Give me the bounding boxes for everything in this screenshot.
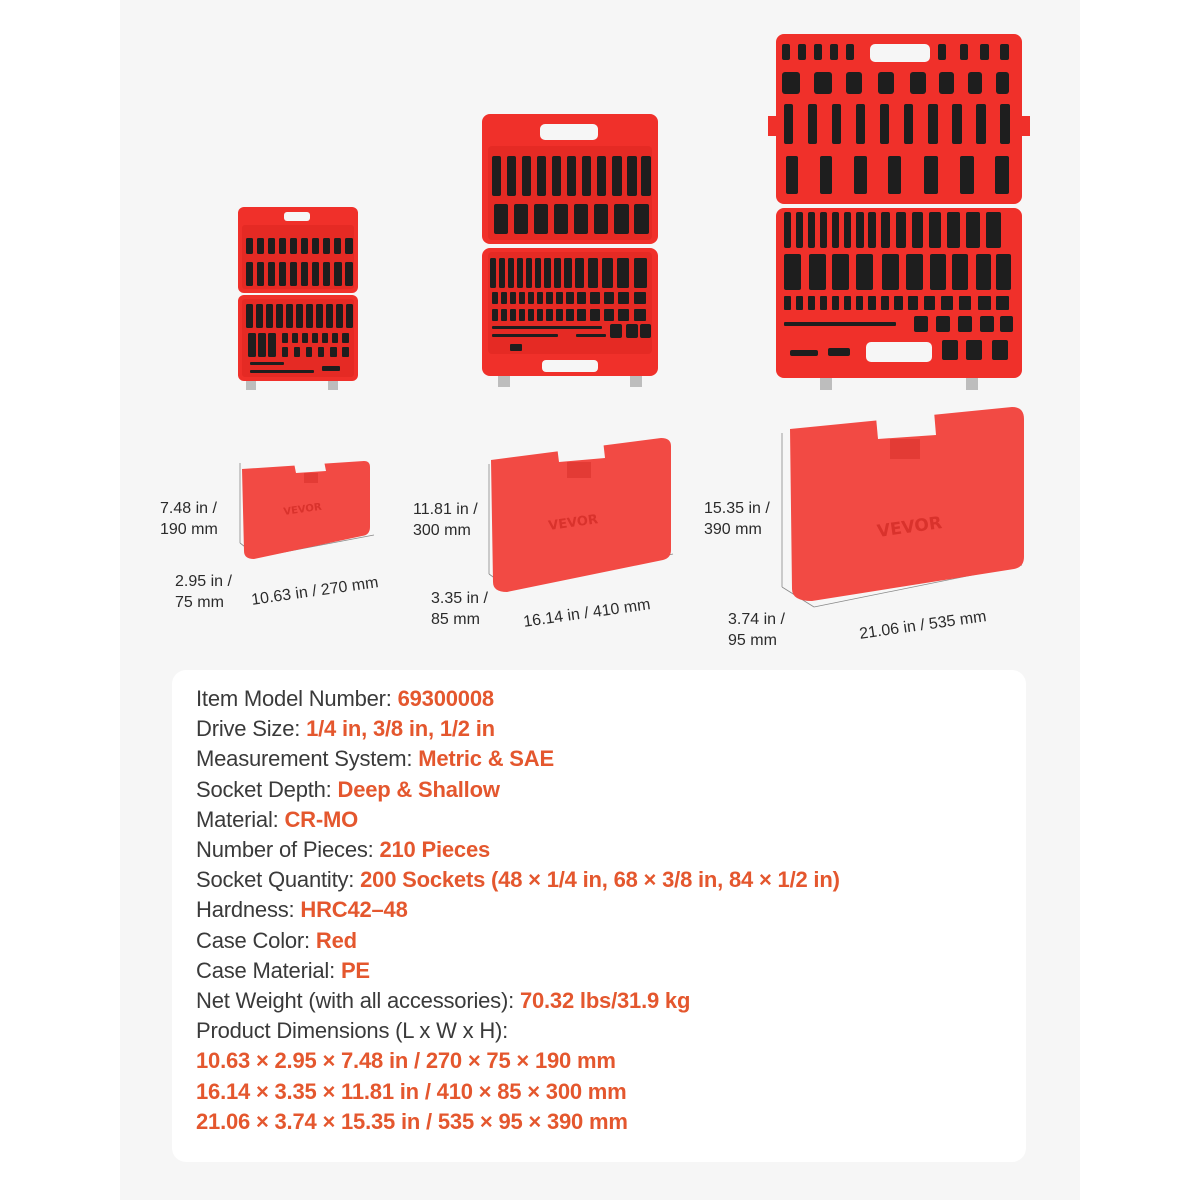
small-height-label: 7.48 in / 190 mm: [160, 500, 218, 538]
spec-list: [196, 684, 840, 1137]
small-depth-label: 2.95 in / 75 mm: [175, 573, 232, 611]
spec-hardness: Hardness: HRC42–48: [196, 897, 408, 923]
medium-depth-label: 3.35 in / 85 mm: [431, 590, 488, 628]
spec-dimensions-small: 10.63 × 2.95 × 7.48 in / 270 × 75 × 190 mm: [196, 1048, 616, 1074]
closed-case-large-image: [778, 405, 1028, 620]
medium-height-label: 11.81 in / 300 mm: [413, 501, 478, 539]
spec-number-of-pieces: Number of Pieces: 210 Pieces: [196, 837, 491, 863]
open-case-medium: [480, 112, 660, 387]
closed-case-large: [778, 405, 1028, 620]
socket-set-medium-image: [480, 112, 660, 387]
spec-dimensions-heading: Product Dimensions (L x W x H):: [196, 1018, 509, 1044]
open-case-large: [766, 32, 1032, 390]
spec-dimensions-medium: 16.14 × 3.35 × 11.81 in / 410 × 85 × 300 mm: [196, 1078, 627, 1104]
spec-net-weight: Net Weight (with all accessories): 70.32 lbs/31.9 kg: [196, 988, 691, 1014]
spec-socket-depth: Socket Depth: Deep & Shallow: [196, 776, 500, 802]
closed-case-medium-image: [485, 432, 680, 612]
small-length-label: 10.63 in / 270 mm: [250, 574, 380, 609]
spec-case-color: Case Color: Red: [196, 927, 357, 953]
spec-material: Material: CR-MO: [196, 806, 359, 832]
spec-socket-quantity: Socket Quantity: 200 Sockets (48 × 1/4 in, 68 × 3/8 in, 84 × 1/2 in): [196, 867, 840, 893]
spec-card: [172, 670, 1026, 1162]
medium-length-label: 16.14 in / 410 mm: [522, 596, 652, 631]
vevor-logo: VEVOR: [547, 512, 599, 534]
large-height-label: 15.35 in / 390 mm: [704, 500, 770, 538]
spec-dimensions-large: 21.06 × 3.74 × 15.35 in / 535 × 95 × 390 mm: [196, 1108, 628, 1134]
large-depth-label: 3.74 in / 95 mm: [728, 611, 785, 649]
spec-case-material: Case Material: PE: [196, 957, 370, 983]
vevor-logo: VEVOR: [875, 513, 944, 542]
open-case-small: [236, 205, 360, 390]
socket-set-large-image: [766, 32, 1032, 390]
spec-drive-size: Drive Size: 1/4 in, 3/8 in, 1/2 in: [196, 716, 495, 742]
spec-measurement-system: Measurement System: Metric & SAE: [196, 746, 554, 772]
closed-case-medium: [485, 432, 680, 612]
socket-set-small-image: [236, 205, 360, 390]
spec-model-number: Item Model Number: 69300008: [196, 686, 494, 711]
vevor-logo: VEVOR: [282, 501, 323, 518]
large-length-label: 21.06 in / 535 mm: [858, 608, 988, 643]
